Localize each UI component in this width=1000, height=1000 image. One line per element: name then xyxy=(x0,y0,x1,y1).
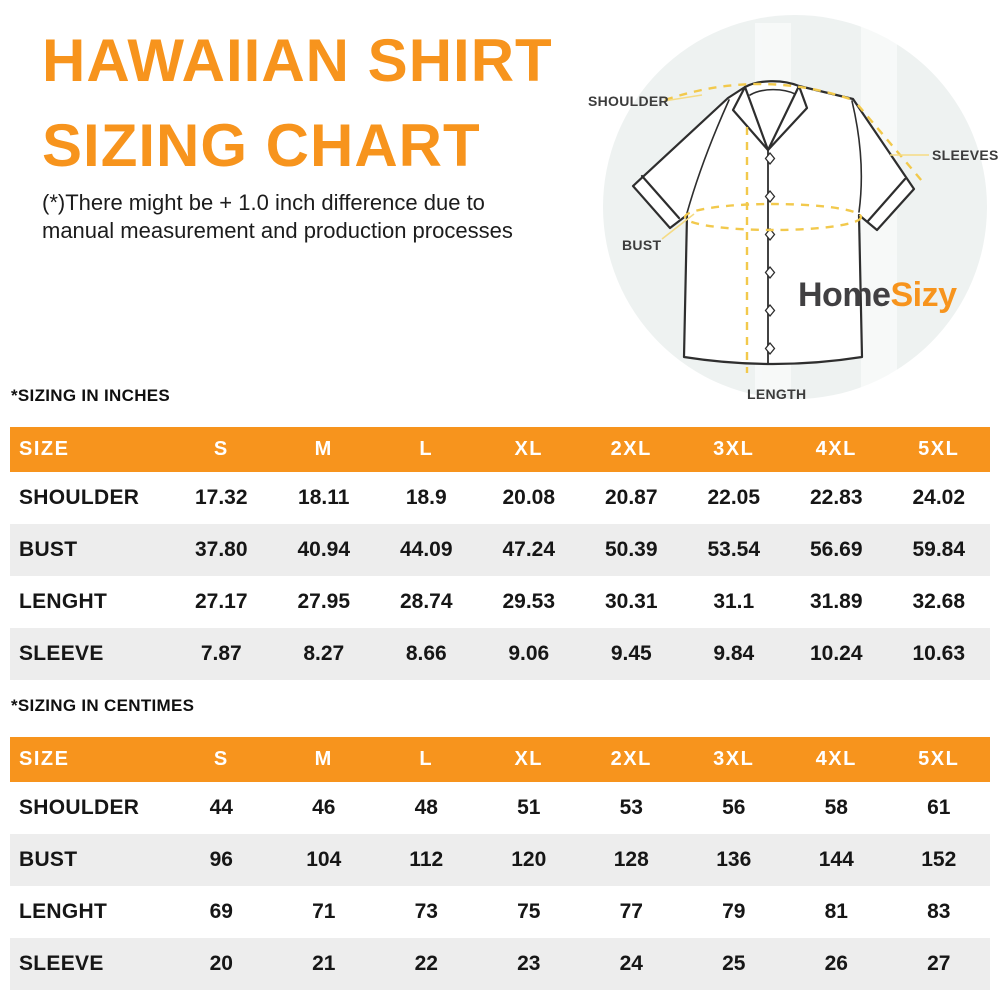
cell-value: 18.11 xyxy=(298,486,350,509)
column-header: SIZE xyxy=(10,737,170,782)
column-header: 4XL xyxy=(785,737,888,782)
table-row xyxy=(10,524,990,576)
cell-value: 9.84 xyxy=(713,642,755,665)
sleeves-measure-label: SLEEVES xyxy=(932,147,999,163)
cell-value: 112 xyxy=(409,848,444,871)
cell-value: 44 xyxy=(209,796,233,819)
table-row xyxy=(10,938,990,990)
cell-value: 96 xyxy=(209,848,233,871)
cell-value: 9.45 xyxy=(610,642,652,665)
cell-value: 144 xyxy=(818,848,854,871)
cell-value: 71 xyxy=(312,900,336,923)
cell-value: 20.87 xyxy=(604,486,658,509)
column-header: L xyxy=(375,737,478,782)
row-label: BUST xyxy=(19,538,78,561)
cell-value: 75 xyxy=(517,900,541,923)
cell-value: 23 xyxy=(517,952,541,975)
cell-value: 81 xyxy=(824,900,848,923)
cell-value: 56.69 xyxy=(809,538,863,561)
cell-value: 53 xyxy=(619,796,643,819)
table-row xyxy=(10,886,990,938)
row-label: SHOULDER xyxy=(19,796,140,819)
section-label-inches: *SIZING IN INCHES xyxy=(11,386,171,405)
cell-value: 40.94 xyxy=(297,538,351,561)
logo-sizy-text: Sizy xyxy=(890,276,957,314)
cell-value: 10.24 xyxy=(809,642,863,665)
cell-value: 20 xyxy=(209,952,233,975)
row-label: LENGHT xyxy=(19,590,108,613)
shoulder-measure-label: SHOULDER xyxy=(588,93,669,109)
logo-home-text: Home xyxy=(798,276,891,314)
row-label: SLEEVE xyxy=(19,642,104,665)
cell-value: 56 xyxy=(722,796,746,819)
sizing-table-inches xyxy=(10,427,990,680)
cell-value: 79 xyxy=(722,900,746,923)
cell-value: 22.83 xyxy=(809,486,863,509)
column-header: S xyxy=(170,427,273,472)
shirt-diagram xyxy=(580,5,1000,405)
cell-value: 27 xyxy=(927,952,951,975)
cell-value: 24 xyxy=(619,952,643,975)
cell-value: 69 xyxy=(209,900,233,923)
cell-value: 37.80 xyxy=(194,538,248,561)
cell-value: 9.06 xyxy=(508,642,550,665)
column-header: SIZE xyxy=(10,427,170,472)
cell-value: 83 xyxy=(927,900,951,923)
cell-value: 32.68 xyxy=(912,590,966,613)
column-header: XL xyxy=(478,737,581,782)
column-header: 4XL xyxy=(785,427,888,472)
column-header: 3XL xyxy=(683,427,786,472)
cell-value: 22 xyxy=(414,952,438,975)
note-line-2: manual measurement and production processes xyxy=(42,218,513,243)
title-line-2: SIZING CHART xyxy=(42,112,481,179)
cell-value: 20.08 xyxy=(502,486,556,509)
column-header: 5XL xyxy=(888,427,991,472)
cell-value: 25 xyxy=(722,952,746,975)
cell-value: 28.74 xyxy=(399,590,453,613)
cell-value: 8.27 xyxy=(303,642,345,665)
cell-value: 120 xyxy=(511,848,547,871)
table-header-row xyxy=(10,427,990,472)
table-row xyxy=(10,472,990,524)
bust-measure-label: BUST xyxy=(622,237,662,253)
cell-value: 50.39 xyxy=(604,538,658,561)
homesizy-logo xyxy=(798,276,957,315)
cell-value: 128 xyxy=(613,848,649,871)
column-header: S xyxy=(170,737,273,782)
cell-value: 27.17 xyxy=(194,590,248,613)
column-header: XL xyxy=(478,427,581,472)
table-row xyxy=(10,576,990,628)
column-header: 5XL xyxy=(888,737,991,782)
sizing-table-centimes xyxy=(10,737,990,990)
cell-value: 77 xyxy=(619,900,643,923)
row-label: LENGHT xyxy=(19,900,108,923)
cell-value: 48 xyxy=(414,796,438,819)
column-header: M xyxy=(273,737,376,782)
cell-value: 47.24 xyxy=(502,538,556,561)
column-header: 2XL xyxy=(580,737,683,782)
column-header: M xyxy=(273,427,376,472)
measurement-note xyxy=(42,189,513,245)
cell-value: 73 xyxy=(414,900,438,923)
shirt-illustration-icon xyxy=(580,5,1000,405)
cell-value: 51 xyxy=(517,796,541,819)
section-label-centimes: *SIZING IN CENTIMES xyxy=(11,696,195,715)
cell-value: 53.54 xyxy=(707,538,761,561)
column-header: 3XL xyxy=(683,737,786,782)
length-measure-label: LENGTH xyxy=(747,386,807,402)
page-title xyxy=(42,18,553,188)
cell-value: 136 xyxy=(716,848,752,871)
table-row xyxy=(10,834,990,886)
table-row xyxy=(10,628,990,680)
cell-value: 26 xyxy=(824,952,848,975)
table-row xyxy=(10,782,990,834)
cell-value: 30.31 xyxy=(604,590,658,613)
column-header: 2XL xyxy=(580,427,683,472)
cell-value: 152 xyxy=(921,848,957,871)
row-label: BUST xyxy=(19,848,78,871)
cell-value: 22.05 xyxy=(707,486,761,509)
column-header: L xyxy=(375,427,478,472)
table-header-row xyxy=(10,737,990,782)
cell-value: 17.32 xyxy=(194,486,248,509)
cell-value: 7.87 xyxy=(200,642,242,665)
cell-value: 24.02 xyxy=(912,486,966,509)
cell-value: 31.89 xyxy=(809,590,863,613)
cell-value: 21 xyxy=(312,952,336,975)
cell-value: 27.95 xyxy=(297,590,351,613)
title-line-1: HAWAIIAN SHIRT xyxy=(42,27,553,94)
cell-value: 31.1 xyxy=(713,590,755,613)
cell-value: 61 xyxy=(927,796,951,819)
cell-value: 44.09 xyxy=(399,538,453,561)
row-label: SHOULDER xyxy=(19,486,140,509)
cell-value: 29.53 xyxy=(502,590,556,613)
cell-value: 59.84 xyxy=(912,538,966,561)
cell-value: 104 xyxy=(306,848,342,871)
cell-value: 46 xyxy=(312,796,336,819)
note-line-1: (*)There might be + 1.0 inch difference due to xyxy=(42,190,485,215)
cell-value: 58 xyxy=(824,796,848,819)
row-label: SLEEVE xyxy=(19,952,104,975)
cell-value: 8.66 xyxy=(405,642,447,665)
cell-value: 10.63 xyxy=(912,642,966,665)
cell-value: 18.9 xyxy=(405,486,447,509)
